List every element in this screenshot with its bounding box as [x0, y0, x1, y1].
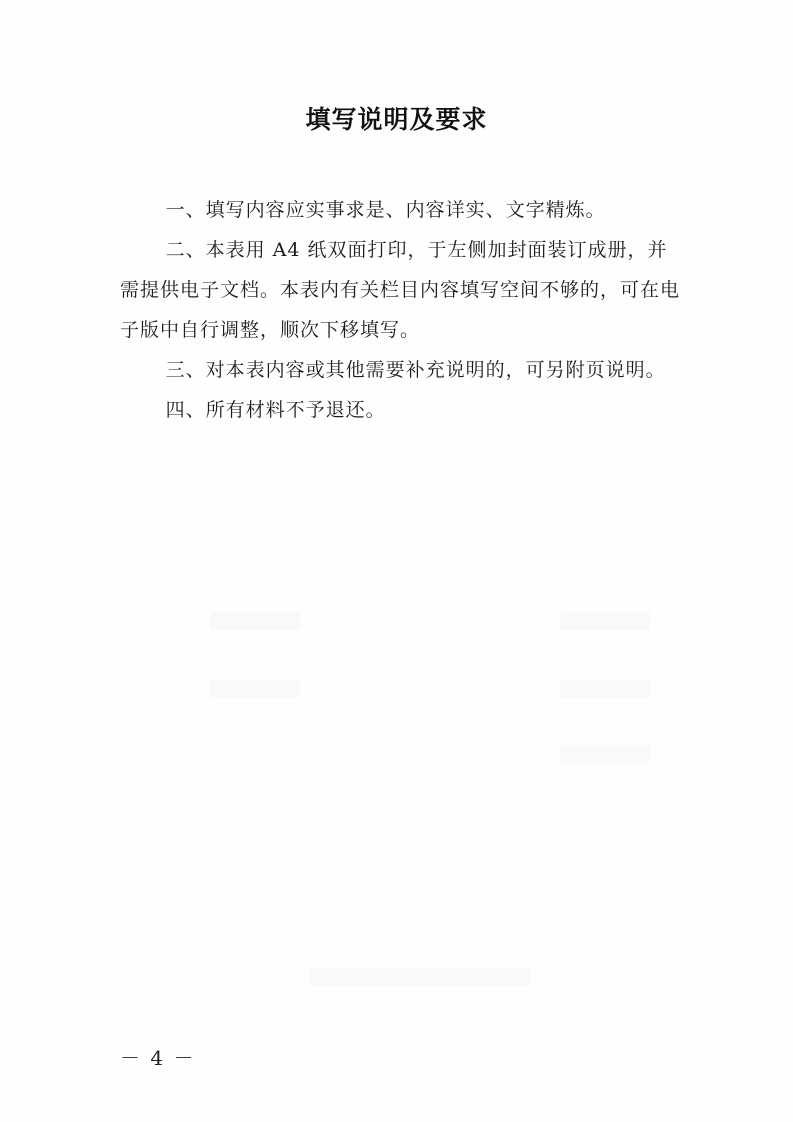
- bleed-through-mark: [560, 745, 650, 763]
- page-number: － 4 －: [120, 1046, 196, 1070]
- instruction-paragraph: 一、填写内容应实事求是、内容详实、文字精炼。: [165, 199, 606, 221]
- bleed-through-mark: [310, 968, 530, 986]
- bleed-through-mark: [210, 612, 300, 630]
- instructions-body: [120, 190, 680, 430]
- instruction-paragraph: 四、所有材料不予退还。: [165, 399, 386, 421]
- instruction-paragraph: 二、本表用 A4 纸双面打印，于左侧加封面装订成册，并需提供电子文档。本表内有关栏目内容填写空间不够的，可在电子版中自行调整，顺次下移填写。: [120, 239, 681, 341]
- bleed-through-mark: [560, 612, 650, 630]
- page-title: 填写说明及要求: [305, 105, 488, 134]
- bleed-through-mark: [560, 680, 650, 698]
- instruction-paragraph: 三、对本表内容或其他需要补充说明的，可另附页说明。: [165, 359, 666, 381]
- bleed-through-mark: [210, 680, 300, 698]
